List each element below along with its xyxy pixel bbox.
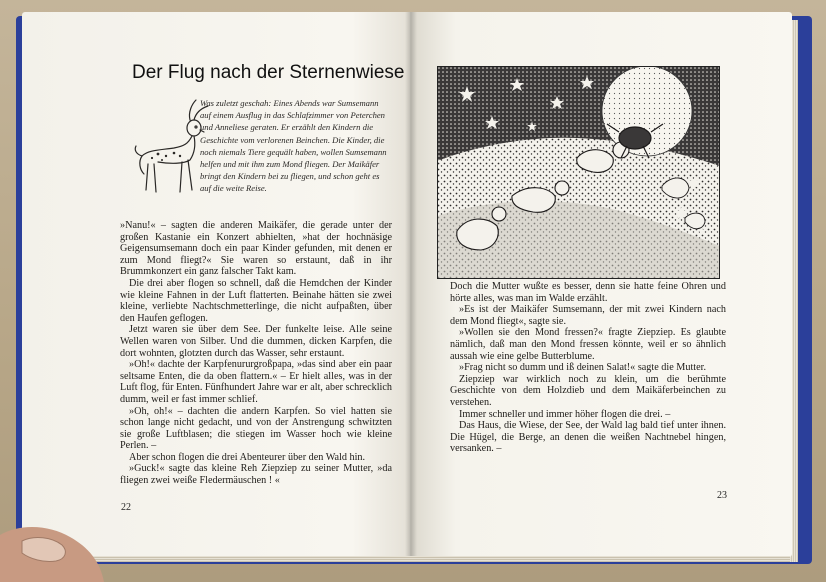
night-flight-illustration <box>437 66 720 279</box>
paragraph: »Guck!« sagte das kleine Reh Ziepziep zu seiner Mutter, »da fliegen zwei weiße Fledermäuschen ! « <box>120 463 392 487</box>
paragraph: Die drei aber flogen so schnell, daß die Hemdchen der Kinder wie kleine Fahnen in der Luft flatterten. Beinahe hätten sie zwei kleine, verliebte Nachtschmetterlinge, die nicht aufpaßten, über den Haufen geflogen. <box>120 277 392 324</box>
chapter-intro-summary: Was zuletzt geschah: Eines Abends war Sumsemann auf einem Ausflug in das Schlafzimmer von Peterchen und Anneliese geraten. Er erzählt den Kindern die Geschichte vom verlorenen Beinchen. Die Kinder, die noch niemals Tiere gequält haben, wollen Sumsemann helfen und mit ihm zum Mond fliegen. Der Maikäfer bringt den Kindern bei zu fliegen, und schon geht es auf die weite Reise. <box>200 98 387 194</box>
page-edges-bottom <box>30 556 790 562</box>
paragraph: Ziepziep war wirklich noch zu klein, um die berühmte Geschichte von dem Holzdieb und dem Maikäferbeinchen zu verstehen. <box>450 373 726 408</box>
paragraph: Immer schneller und immer höher flogen die drei. – <box>459 408 671 420</box>
paragraph: Doch die Mutter wußte es besser, denn sie hatte feine Ohren und hörte alles, was man im Walde erzählt. <box>450 281 726 304</box>
paragraph: »Frag nicht so dumm und iß deinen Salat!« sagte die Mutter. <box>459 362 707 374</box>
paragraph: »Oh!« dachte der Karpfenururgroßpapa, »das sind aber ein paar seltsame Enten, die da oben flattern.« – Er hielt alles, was in der Luft flog, für Enten. Fünfhundert Jahre war er alt, aber schrecklich dumm, weil er fast immer schlief. <box>120 359 392 405</box>
page-number-left: 22 <box>121 502 131 513</box>
paragraph: »Wollen sie den Mond fressen?« fragte Ziepziep. Es glaubte nämlich, daß man den Mond fressen könnte, weil er so ähnlich aussah wie eine gelbe Butterblume. <box>450 327 726 362</box>
thumb-holding-book <box>0 505 120 582</box>
paragraph: Aber schon flogen die drei Abenteurer über den Wald hin. <box>129 451 366 463</box>
paragraph: Jetzt waren sie über dem See. Der funkelte leise. Alle seine Wellen waren von Silber. Und die dummen, dicken Karpfen, die dort wohnten, glotzten durch das Wasser, sehr erstaunt. <box>120 324 392 359</box>
paragraph: Das Haus, die Wiese, der See, der Wald lag bald tief unter ihnen. Die Hügel, die Berge, an denen die weißen Nachtnebel hingen, versanken. – <box>450 420 726 455</box>
right-body-text <box>450 281 726 455</box>
left-body-text <box>120 220 392 487</box>
paragraph: »Es ist der Maikäfer Sumsemann, der mit zwei Kindern nach dem Mond fliegt«, sagte sie. <box>450 304 726 327</box>
page-number-right: 23 <box>717 490 727 501</box>
paragraph: »Oh, oh!« – dachten die andern Karpfen. So viel hatten sie schon lange nicht gedacht, und von der Anstrengung schwitzten sie große Luftblasen; die stiegen im Wasser hoch wie kleine Perlen. – <box>120 405 392 452</box>
chapter-title: Der Flug nach der Sternenwiese <box>132 62 405 83</box>
book-gutter <box>405 12 417 557</box>
left-page <box>22 12 410 557</box>
paragraph: »Nanu!« – sagten die anderen Maikäfer, die gerade unter der großen Kastanie ein Konzert abhielten, »hat der hochnäsige Geigensumsemann doch ein paar Kinder gefunden, mit denen er zum Mond fliegt?« Sie waren so erstaunt, daß in ihr Brummkonzert ein ganz falscher Takt kam. <box>120 220 392 278</box>
